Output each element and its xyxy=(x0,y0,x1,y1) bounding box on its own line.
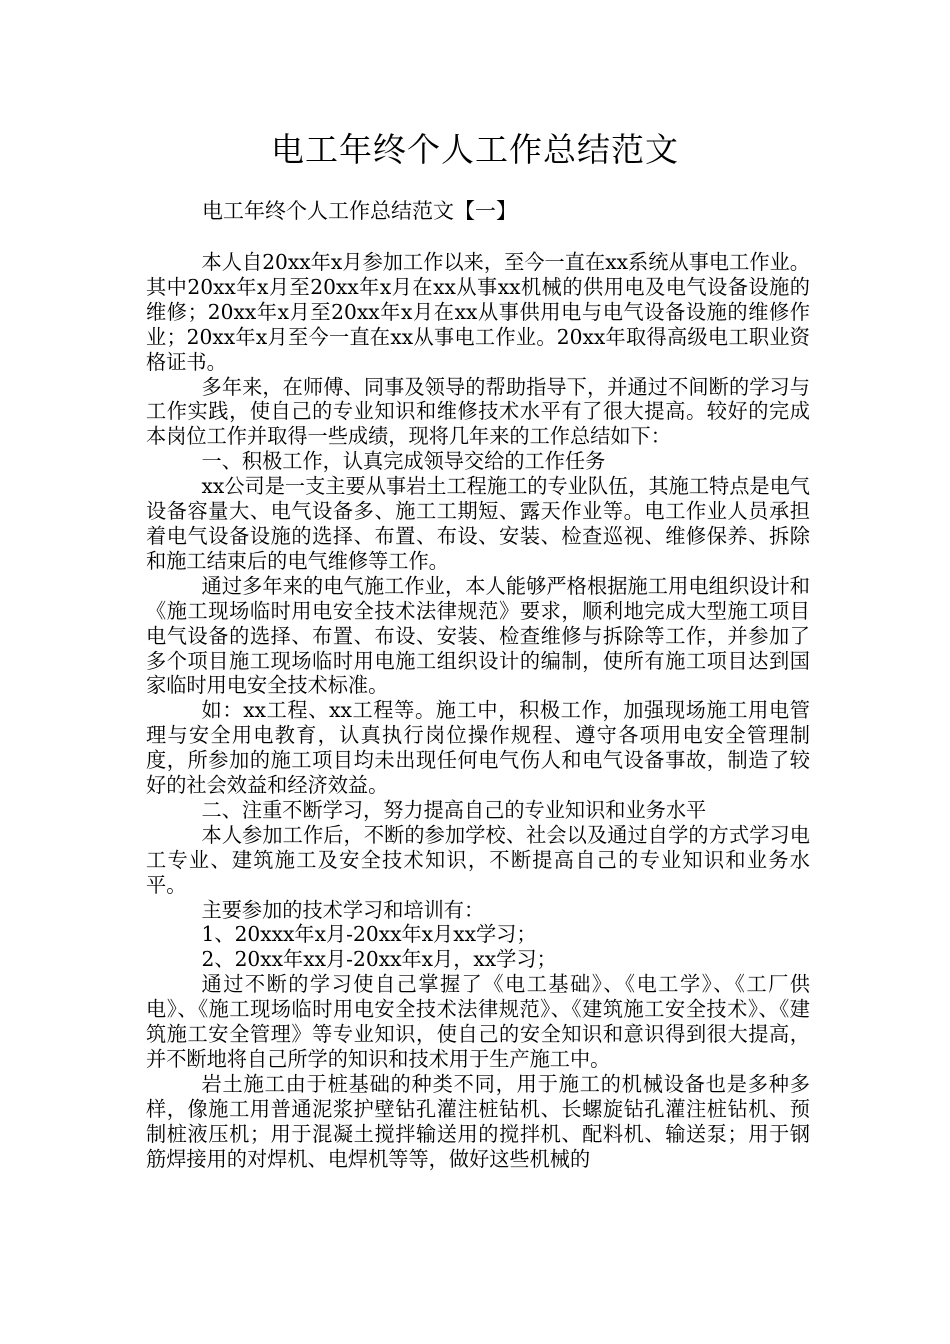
paragraph-knowledge: 通过不断的学习使自己掌握了《电工基础》、《电工学》、《工厂供电》、《施工现场临时用电安全技术法律规范》、《建筑施工安全技术》、《建筑施工安全管理》等专业知识，使自己的安全知识和意识得到很大提高，并不断地将自己所学的知识和技术用于生产施工中。 xyxy=(146,972,810,1071)
paragraph-training-intro: 主要参加的技术学习和培训有： xyxy=(201,897,485,922)
paragraph-construction: 通过多年来的电气施工作业，本人能够严格根据施工用电组织设计和《施工现场临时用电安全技术法律规范》要求，顺利地完成大型施工项目电气设备的选择、布置、布设、安装、检查维修与拆除等工作，并参加了多个项目施工现场临时用电施工组织设计的编制，使所有施工项目达到国家临时用电安全技术标准。 xyxy=(146,573,810,698)
document-title: 电工年终个人工作总结范文 xyxy=(271,130,679,169)
paragraph-example: 如：xx工程、xx工程等。施工中，积极工作，加强现场施工用电管理与安全用电教育，认真执行岗位操作规程、遵守各项用电安全管理制度，所参加的施工项目均未出现任何电气伤人和电气设备事故，制造了较好的社会效益和经济效益。 xyxy=(146,698,810,798)
list-item-training-1: 1、20xxx年x月-20xx年x月xx学习； xyxy=(201,922,537,947)
paragraph-intro: 本人自20xx年x月参加工作以来，至今一直在xx系统从事电工作业。其中20xx年x月至20xx年x月在xx从事xx机械的供用电及电气设备设施的维修；20xx年x月至20xx年x月在xx从事供用电与电气设备设施的维修作业；20xx年x月至今一直在xx从事电工作业。20xx年取得高级电工职业资格证书。 xyxy=(146,250,810,374)
document-body xyxy=(146,250,810,1172)
paragraph-learning: 本人参加工作后，不断的参加学校、社会以及通过自学的方式学习电工专业、建筑施工及安全技术知识，不断提高自己的专业知识和业务水平。 xyxy=(146,822,810,897)
paragraph-machinery: 岩土施工由于桩基础的种类不同，用于施工的机械设备也是多种多样，像施工用普通泥浆护壁钻孔灌注桩钻机、长螺旋钻孔灌注桩钻机、预制桩液压机；用于混凝土搅拌输送用的搅拌机、配料机、输送泵；用于钢筋焊接用的对焊机、电焊机等等，做好这些机械的 xyxy=(146,1071,810,1171)
paragraph-summary: 多年来，在师傅、同事及领导的帮助指导下，并通过不间断的学习与工作实践，使自己的专业知识和维修技术水平有了很大提高。较好的完成本岗位工作并取得一些成绩，现将几年来的工作总结如下： xyxy=(146,374,810,449)
list-item-training-2: 2、20xx年xx月-20xx年x月，xx学习； xyxy=(201,947,557,972)
paragraph-company: xx公司是一支主要从事岩土工程施工的专业队伍，其施工特点是电气设备容量大、电气设备多、施工工期短、露天作业等。电工作业人员承担着电气设备设施的选择、布置、布设、安装、检查巡视、维修保养、拆除和施工结束后的电气维修等工作。 xyxy=(146,474,810,573)
section-heading-2: 二、注重不断学习，努力提高自己的专业知识和业务水平 xyxy=(201,797,707,822)
section-heading-1: 一、积极工作，认真完成领导交给的工作任务 xyxy=(201,449,606,474)
document-subtitle: 电工年终个人工作总结范文【一】 xyxy=(202,199,517,223)
